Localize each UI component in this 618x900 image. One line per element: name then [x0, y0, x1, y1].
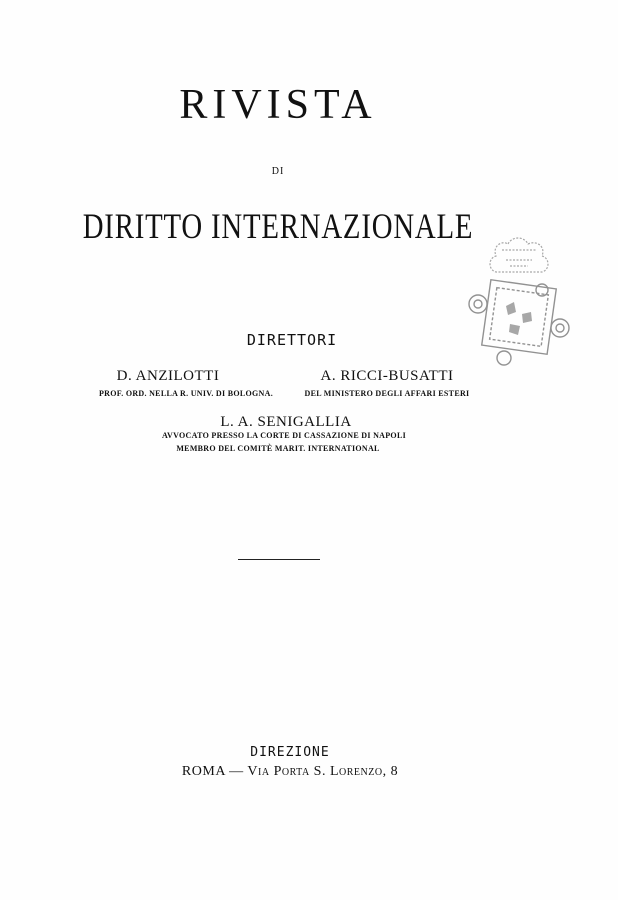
- editor-affiliation-ricci-busatti: DEL MINISTERO DEGLI AFFARI ESTERI: [304, 389, 470, 398]
- editor-name-ricci-busatti: A. RICCI-BUSATTI: [320, 368, 454, 384]
- editor-name-anzilotti: D. ANZILOTTI: [116, 368, 220, 384]
- journal-subtitle: DIRITTO INTERNAZIONALE: [82, 206, 474, 246]
- editors-heading: DIRETTORI: [246, 331, 338, 349]
- publisher-heading: DIREZIONE: [250, 745, 330, 760]
- editor-affiliation-senigallia-line2: MEMBRO DEL COMITÈ MARIT. INTERNATIONAL: [176, 444, 380, 453]
- editor-affiliation-senigallia-line1: AVVOCATO PRESSO LA CORTE DI CASSAZIONE DI NAPOLI: [161, 431, 407, 440]
- title-preposition: DI: [271, 166, 285, 177]
- library-stamp-icon: [462, 232, 574, 372]
- divider-rule: [238, 559, 320, 560]
- journal-title: RIVISTA: [179, 82, 377, 128]
- publisher-address: ROMA — Via Porta S. Lorenzo, 8: [181, 764, 399, 779]
- editor-name-senigallia: L. A. SENIGALLIA: [220, 414, 352, 430]
- editor-affiliation-anzilotti: PROF. ORD. NELLA R. UNIV. DI BOLOGNA.: [98, 389, 274, 398]
